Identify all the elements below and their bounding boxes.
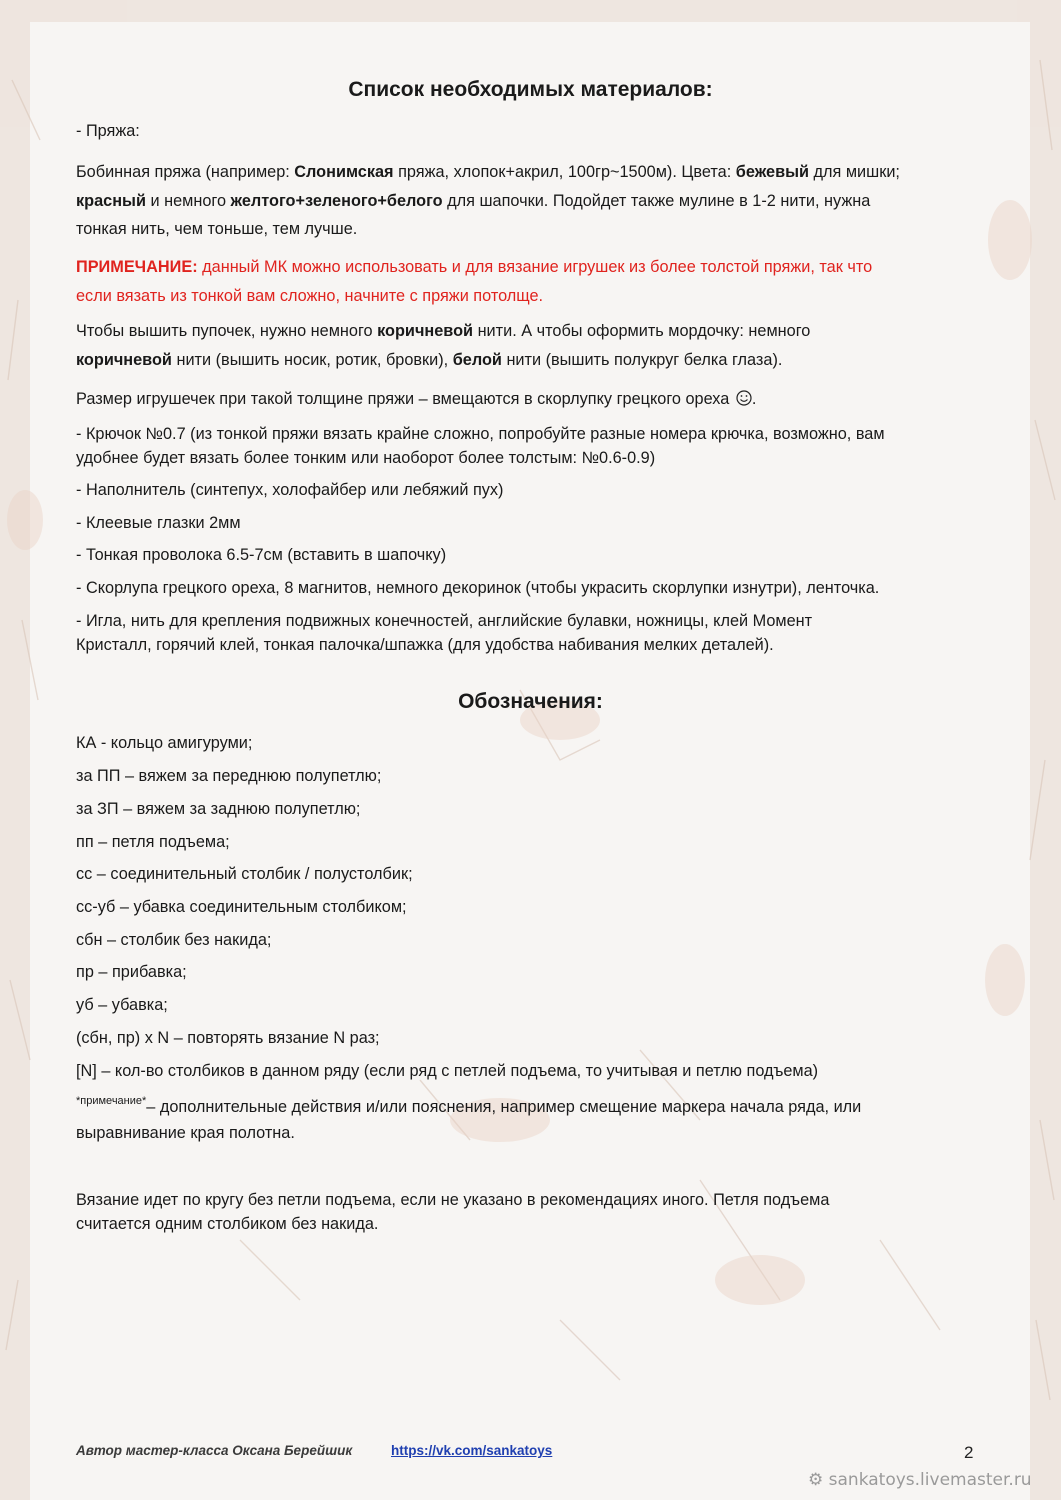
footer-author: Автор мастер-класса Оксана Берейшик [76,1443,353,1458]
page-number: 2 [964,1443,974,1462]
footer-link[interactable]: https://vk.com/sankatoys [391,1443,553,1458]
tools-item: - Игла, нить для крепления подвижных конечностей, английские булавки, ножницы, клей Момент Кристалл, горячий клей, тонкая палочка/шпажка (для удобства набивания мелких деталей). [76,612,813,654]
shell-item: - Скорлупа грецкого ореха, 8 магнитов, немного декоринок (чтобы украсить скорлупки изнутри), ленточка. [76,579,880,597]
note-label: ПРИМЕЧАНИЕ: [76,258,198,276]
legend-item: за ПП – вяжем за переднюю полупетлю; [76,767,382,785]
materials-title: Список необходимых материалов: [348,78,713,101]
legend-title: Обозначения: [458,690,603,713]
size-paragraph: Размер игрушечек при такой толщине пряжи – вмещаются в скорлупку грецкого ореха . [76,390,757,408]
yarn-header: - Пряжа: [76,122,140,140]
smiley-icon [736,390,752,406]
legend-item: КА - кольцо амигуруми; [76,734,253,752]
legend-item: пр – прибавка; [76,963,187,981]
legend-item: сс – соединительный столбик / полустолбик; [76,865,413,883]
legend-item: (сбн, пр) х N – повторять вязание N раз; [76,1029,380,1047]
legend-note: $^{*примечание*}$– дополнительные действия и/или пояснения, например смещение маркера начала ряда, или выравнивание края полотна. [76,1095,862,1142]
hook-item: - Крючок №0.7 (из тонкой пряжи вязать крайне сложно, попробуйте разные номера крючка, возможно, вам удобнее будет вязать более тонким или наоборот более толстым: №0.6-0.9) [76,425,885,467]
filler-item: - Наполнитель (синтепух, холофайбер или лебяжий пух) [76,481,504,499]
legend-item: сс-уб – убавка соединительным столбиком; [76,898,407,916]
note-paragraph: ПРИМЕЧАНИЕ: данный МК можно использовать и для вязание игрушек из более толстой пряжи, так что если вязать из тонкой вам сложно, начните с пряжи потолще. [76,258,873,305]
watermark: ⚙ sankatoys.livemaster.ru [808,1470,1032,1490]
legend-item: [N] – кол-во столбиков в данном ряду (если ряд с петлей подъема, то учитывая и петлю подъема) [76,1062,819,1080]
legend-item: за ЗП – вяжем за заднюю полупетлю; [76,800,361,818]
round-paragraph: Вязание идет по кругу без петли подъема, если не указано в рекомендациях иного. Петля подъема считается одним столбиком без накида. [76,1191,830,1233]
note-superscript: *примечание* [76,1095,147,1107]
gear-icon: ⚙ [808,1470,829,1490]
legend-item: пп – петля подъема; [76,833,230,851]
legend-item: уб – убавка; [76,996,168,1014]
eyes-item: - Клеевые глазки 2мм [76,514,241,532]
legend-item: сбн – столбик без накида; [76,931,272,949]
yarn-paragraph: Бобинная пряжа (например: Слонимская пряжа, хлопок+акрил, 100гр~1500м). Цвета: бежевый для мишки; красный и немного желтого+зеленого+белого для шапочки. Подойдет также мулине в 1-2 нити, нужна тонкая нить, чем тоньше, тем лучше. [76,163,900,238]
embroidery-paragraph: Чтобы вышить пупочек, нужно немного коричневой нити. А чтобы оформить мордочку: немного коричневой нити (вышить носик, ротик, бровки), белой нити (вышить полукруг белка глаза). [76,322,811,369]
wire-item: - Тонкая проволока 6.5-7см (вставить в шапочку) [76,546,447,564]
